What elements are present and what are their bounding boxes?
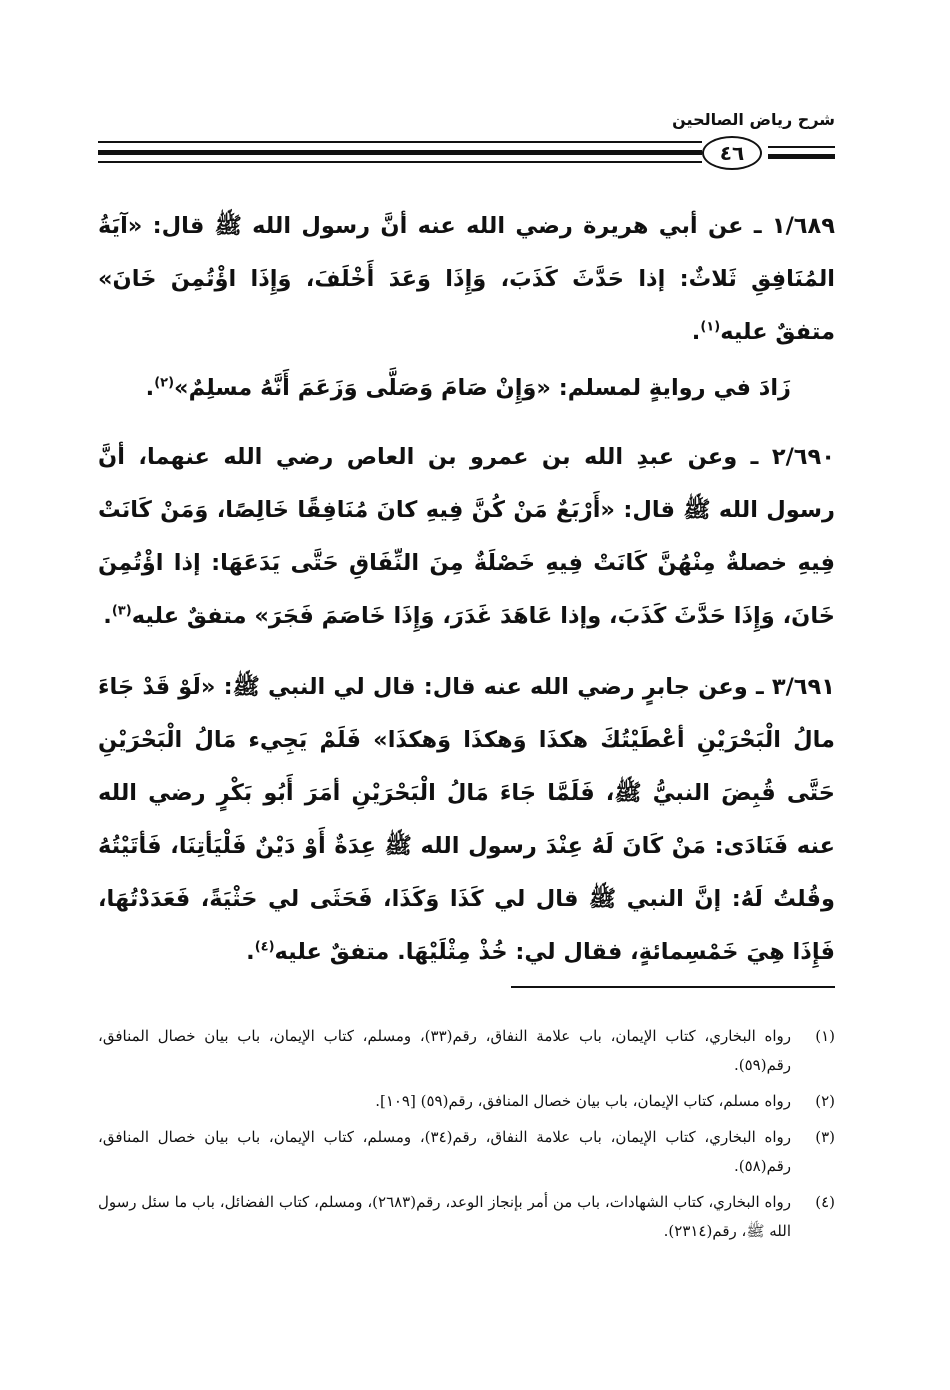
page-header — [98, 108, 835, 178]
footnote-text: رواه البخاري، كتاب الإيمان، باب علامة النفاق، رقم(٣٣)، ومسلم، كتاب الإيمان، باب بيان خصال المنافق، رقم(٥٩). — [98, 1027, 791, 1074]
hadith-end: . — [145, 375, 155, 401]
footnote-number: (٢) — [815, 1092, 835, 1110]
hadith-end: . — [691, 319, 701, 345]
footnote-ref[interactable]: (٤) — [254, 939, 275, 955]
hadith-paragraph — [98, 661, 835, 979]
footnote-item — [98, 1022, 835, 1080]
footnote-ref[interactable]: (٣) — [111, 603, 132, 619]
footnote-divider — [511, 986, 835, 988]
hadith-paragraph — [98, 362, 835, 415]
footnote-text: رواه البخاري، كتاب الإيمان، باب علامة النفاق، رقم(٣٤)، ومسلم، كتاب الإيمان، باب بيان خصال المنافق، رقم(٥٨). — [98, 1128, 791, 1175]
hadith-text: ٢/٦٩٠ ـ وعن عبدِ الله بن عمرو بن العاص رضي الله عنهما، أنَّ رسول الله ﷺ قال: «أَرْبَعٌ مَنْ كُنَّ فِيهِ كانَ مُنَافِقًا خَالِصًا، وَمَنْ كَانَتْ فِيهِ خصلةٌ مِنْهُنَّ كَانَتْ فِيهِ خَصْلَةٌ مِنَ النِّفَاقِ حَتَّى يَدَعَهَا: إذا اؤْتُمِنَ خَانَ، وَإِذَا حَدَّثَ كَذَبَ، وإذا عَاهَدَ غَدَرَ، وَإِذَا خَاصَمَ فَجَرَ» متفقٌ عليه — [98, 444, 835, 629]
hadith-end: . — [246, 939, 255, 965]
header-rule-thick — [98, 150, 702, 155]
header-rule-right-top — [768, 146, 835, 148]
page-number: ٤٦ — [702, 136, 762, 170]
footnote-item — [98, 1123, 835, 1181]
footnote-item — [98, 1087, 835, 1116]
header-rule-bottom — [98, 161, 702, 163]
main-text — [98, 200, 835, 979]
footnote-ref[interactable]: (٢) — [154, 375, 175, 391]
book-title: شرح رياض الصالحين — [672, 110, 835, 129]
hadith-end: . — [103, 603, 112, 629]
footnote-number: (٣) — [815, 1128, 835, 1146]
footnotes — [98, 1022, 835, 1253]
footnote-number: (١) — [815, 1027, 835, 1045]
hadith-paragraph — [98, 431, 835, 643]
hadith-text: ١/٦٨٩ ـ عن أبي هريرة رضي الله عنه أنَّ رسول الله ﷺ قال: «آيَةُ المُنَافِقِ ثَلاثٌ: إذا حَدَّثَ كَذَبَ، وَإِذَا وَعَدَ أَخْلَفَ، وَإِذَا اؤْتُمِنَ خَانَ» متفقٌ عليه — [98, 213, 835, 345]
hadith-text: ٣/٦٩١ ـ وعن جابرٍ رضي الله عنه قال: قال لي النبي ﷺ: «لَوْ قَدْ جَاءَ مالُ الْبَحْرَيْنِ أعْطَيْتُكَ هكذَا وَهكذَا وَهكذَا» فَلَمْ يَجِيء مَالُ الْبَحْرَيْنِ حَتَّى قُبِضَ النبيُّ ﷺ، فَلَمَّا جَاءَ مَالُ الْبَحْرَيْنِ أمَرَ أَبُو بَكْرٍ رضي الله عنه فَنَادَى: مَنْ كَانَ لَهُ عِنْدَ رسول الله ﷺ عِدَةٌ أَوْ دَيْنٌ فَلْيَأتِنَا، فَأتَيْتُهُ وقُلتُ لَهُ: إنَّ النبي ﷺ قال لي كَذَا وَكَذَا، فَحَثَى لي حَثْيَةً، فَعَدَدْتُهَا، فَإِذَا هِيَ خَمْسِمائةٍ، فقال لي: خُذْ مِثْلَيْهَا. متفقٌ عليه — [98, 674, 835, 965]
hadith-text: زَادَ في روايةٍ لمسلم: «وَإِنْ صَامَ وَصَلَّى وَزَعَمَ أَنَّهُ مسلِمٌ» — [174, 375, 791, 401]
footnote-item — [98, 1188, 835, 1246]
footnote-number: (٤) — [815, 1193, 835, 1211]
hadith-paragraph — [98, 200, 835, 359]
footnote-ref[interactable]: (١) — [700, 319, 721, 335]
header-rule-top — [98, 141, 702, 143]
footnote-text: رواه البخاري، كتاب الشهادات، باب من أمر بإنجاز الوعد، رقم(٢٦٨٣)، ومسلم، كتاب الفضائل، باب ما سئل رسول الله ﷺ، رقم(٢٣١٤). — [98, 1193, 792, 1240]
footnote-text: رواه مسلم، كتاب الإيمان، باب بيان خصال المنافق، رقم(٥٩) [١٠٩]. — [375, 1092, 791, 1110]
header-rule-right-thick — [768, 154, 835, 159]
